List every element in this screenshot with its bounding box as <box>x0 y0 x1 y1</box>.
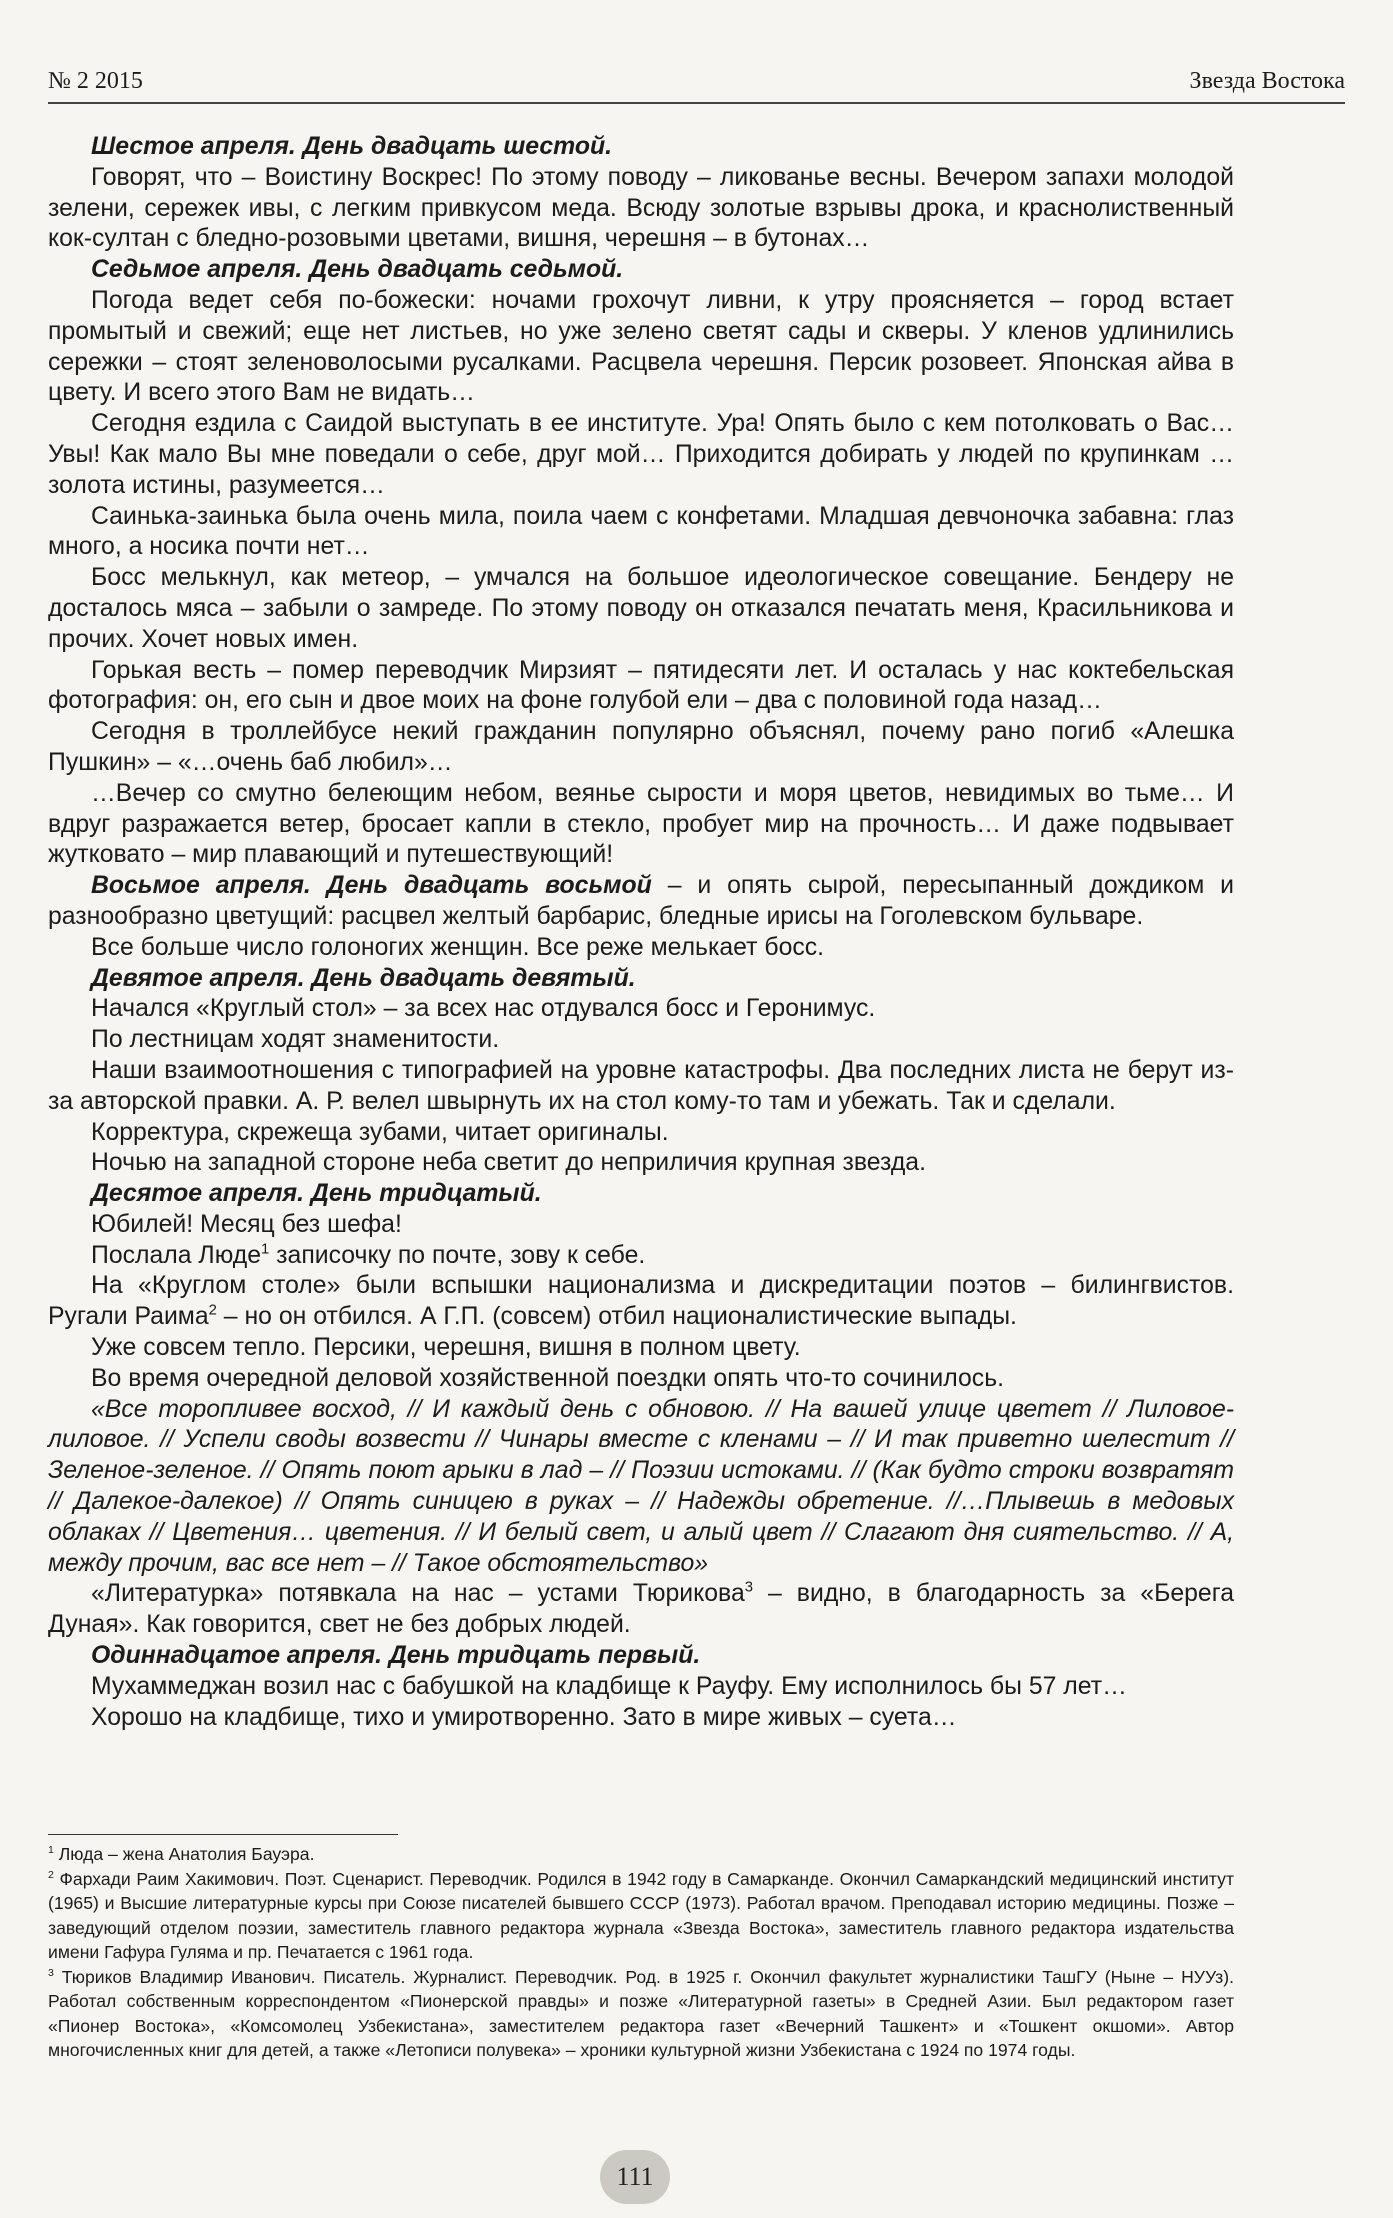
paragraph: Все больше число голоногих женщин. Все реже мелькает босс. <box>91 933 825 961</box>
entry-date-heading: Седьмое апреля. День двадцать седьмой. <box>91 256 624 284</box>
paragraph: Уже совсем тепло. Персики, черешня, вишня в полном цвету. <box>91 1334 801 1362</box>
page-number: 111 <box>600 2150 670 2204</box>
footnote-text: Фархади Раим Хакимович. Поэт. Сценарист. Переводчик. Родился в 1942 году в Самарканде. Окончил Самаркандский медицинский институт (1965) и Высшие литературные курсы при Союзе писателей бывшего СССР (1973). Работал врачом. Преподавал историю медицины. Позже – заведующий отделом поэзии, заместитель главного редактора журнала «Звезда Востока», заместитель главного редактора издательства имени Гафура Гуляма и пр. Печатается с 1961 года. <box>48 1868 1234 1962</box>
paragraph-text: – но он отбился. А Г.П. (совсем) отбил националистические выпады. <box>216 1303 1017 1331</box>
paragraph: Во время очередной деловой хозяйственной поездки опять что-то сочинилось. <box>91 1364 1005 1392</box>
paragraph: Хорошо на кладбище, тихо и умиротворенно. Зато в мире живых – суета… <box>91 1703 957 1731</box>
paragraph: Ночью на западной стороне неба светит до неприличия крупная звезда. <box>91 1149 926 1177</box>
paragraph: Говорят, что – Воистину Воскрес! По этому поводу – ликованье весны. Вечером запахи молодой зелени, сережек ивы, с легким привкусом меда. Всюду золотые взрывы дрока, и краснолиственный кок-султан с бледно-розовыми цветами, вишня, черешня – в бутонах… <box>48 163 1234 253</box>
issue-number: № 2 2015 <box>48 68 143 94</box>
diary-text <box>48 132 1234 1733</box>
paragraph: Юбилей! Месяц без шефа! <box>91 1210 402 1238</box>
paragraph-text: – видно, в благодарность за «Берега Дуная». Как говорится, свет не без добрых людей. <box>48 1580 1235 1639</box>
footnote-ref: 1 <box>261 1241 270 1258</box>
footnote <box>48 1842 1234 1867</box>
footnote-ref: 2 <box>208 1303 217 1320</box>
footnote-mark: 3 <box>48 1966 54 1979</box>
paragraph: Босс мелькнул, как метеор, – умчался на большое идеологическое совещание. Бендеру не досталось мяса – забыли о замреде. По этому поводу он отказался печатать меня, Красильникова и прочих. Хочет новых имен. <box>48 564 1234 653</box>
footnote <box>48 1965 1234 2063</box>
paragraph: Погода ведет себя по-божески: ночами грохочут ливни, к утру проясняется – город встает промытый и свежий; еще нет листьев, но уже зелено светят сады и скверы. У кленов удлинились сережки – стоят зеленоволосыми русалками. Расцвела черешня. Персик розовеет. Японская айва в цвету. И всего этого Вам не видать… <box>48 286 1234 407</box>
paragraph: Сегодня ездила с Саидой выступать в ее институте. Ура! Опять было с кем потолковать о Вас… Увы! Как мало Вы мне поведали о себе, друг мой… Приходится добирать у людей по крупинкам …золота истины, разумеется… <box>48 410 1234 499</box>
running-header <box>48 62 1345 104</box>
paragraph <box>48 1579 1234 1641</box>
footnote-text: Тюриков Владимир Иванович. Писатель. Журналист. Переводчик. Род. в 1925 г. Окончил факультет журналистики ТашГУ (Ныне – НУУз). Работал собственным корреспондентом «Пионерской правды» и позже «Литературной газеты» в Средней Азии. Был редактором газет «Пионер Востока», «Комсомолец Узбекистана», заместителем редактора газет «Вечерний Ташкент» и «Тошкент окшоми». Автор многочисленных книг для детей, а также «Летописи полувека» – хроники культурной жизни Узбекистана с 1924 по 1974 годы. <box>48 1966 1234 2060</box>
footnote-divider <box>48 1834 398 1835</box>
paragraph: Сегодня в троллейбусе некий гражданин популярно объяснял, почему рано погиб «Алешка Пушкин» – «…очень баб любил»… <box>48 718 1234 776</box>
paragraph-text: – и опять сырой, пересыпанный дождиком и разнообразно цветущий: расцвел желтый барбарис, бледные ирисы на Гоголевском бульваре. <box>48 872 1235 930</box>
footnotes <box>48 1842 1234 2063</box>
footnote-ref: 3 <box>744 1580 754 1597</box>
paragraph: Начался «Круглый стол» – за всех нас отдувался босс и Геронимус. <box>91 995 876 1023</box>
footnote-mark: 2 <box>48 1868 54 1881</box>
entry-date-heading: Шестое апреля. День двадцать шестой. <box>91 133 613 160</box>
paragraph-text: записочку по почте, зову к себе. <box>269 1241 646 1269</box>
paragraph: По лестницам ходят знаменитости. <box>91 1026 500 1054</box>
entry-date-heading: Девятое апреля. День двадцать девятый. <box>91 964 636 992</box>
paragraph <box>48 1241 1234 1272</box>
paragraph: Горькая весть – помер переводчик Мирзият – пятидесяти лет. И осталась у нас коктебельская фотография: он, его сын и двое моих на фоне голубой ели – два с половиной года назад… <box>48 656 1234 715</box>
paragraph-text: На «Круглом столе» были вспышки национализма и дискредитации поэтов – билингвистов. Ругали Раима <box>48 1272 1234 1331</box>
entry-date-heading: Десятое апреля. День тридцатый. <box>91 1180 542 1208</box>
paragraph <box>48 1271 1234 1333</box>
entry-date-heading: Одиннадцатое апреля. День тридцать первый. <box>91 1642 701 1670</box>
magazine-title: Звезда Востока <box>1189 68 1345 94</box>
footnote-text: Люда – жена Анатолия Бауэра. <box>53 1844 315 1864</box>
paragraph-text: Послала Люде <box>91 1241 262 1269</box>
entry-date-heading: Восьмое апреля. День двадцать восьмой <box>91 872 652 900</box>
paragraph: Наши взаимоотношения с типографией на уровне катастрофы. Два последних листа не берут из-за авторской правки. А. Р. велел швырнуть их на стол кому-то там и убежать. Так и сделали. <box>48 1056 1234 1115</box>
paragraph: Мухаммеджан возил нас с бабушкой на кладбище к Рауфу. Ему исполнилось бы 57 лет… <box>91 1672 1127 1700</box>
paragraph-text: «Литературка» потявкала на нас – устами Тюрикова <box>91 1580 745 1608</box>
footnote <box>48 1867 1234 1965</box>
paragraph: Корректура, скрежеща зубами, читает оригиналы. <box>91 1118 669 1146</box>
paragraph: …Вечер со смутно белеющим небом, веянье сырости и моря цветов, невидимых во тьме… И вдруг разражается ветер, бросает капли в стекло, пробует мир на прочность… И даже подвывает жутковато – мир плавающий и путешествующий! <box>48 779 1234 869</box>
paragraph: Саинька-заинька была очень мила, поила чаем с конфетами. Младшая девчоночка забавна: глаз много, а носика почти нет… <box>48 502 1234 561</box>
paragraph <box>48 871 1234 933</box>
footnote-mark: 1 <box>48 1844 54 1857</box>
poem: «Все торопливее восход, // И каждый день с обновою. // На вашей улице цветет // Лиловое-лиловое. // Успели своды возвести // Чинары вместе с кленами – // И так приветно шелестит // Зеленое-зеленое. // Опять поют арыки в лад – // Поэзии истоками. // (Как будто строки возвратят // Далекое-далекое) // Опять синицею в руках – // Надежды обретение. //…Плывешь в медовых облаках // Цветения… цветения. // И белый свет, и алый цвет // Слагают дня сиятельство. // А, между прочим, вас все нет – // Такое обстоятельство» <box>48 1395 1234 1577</box>
